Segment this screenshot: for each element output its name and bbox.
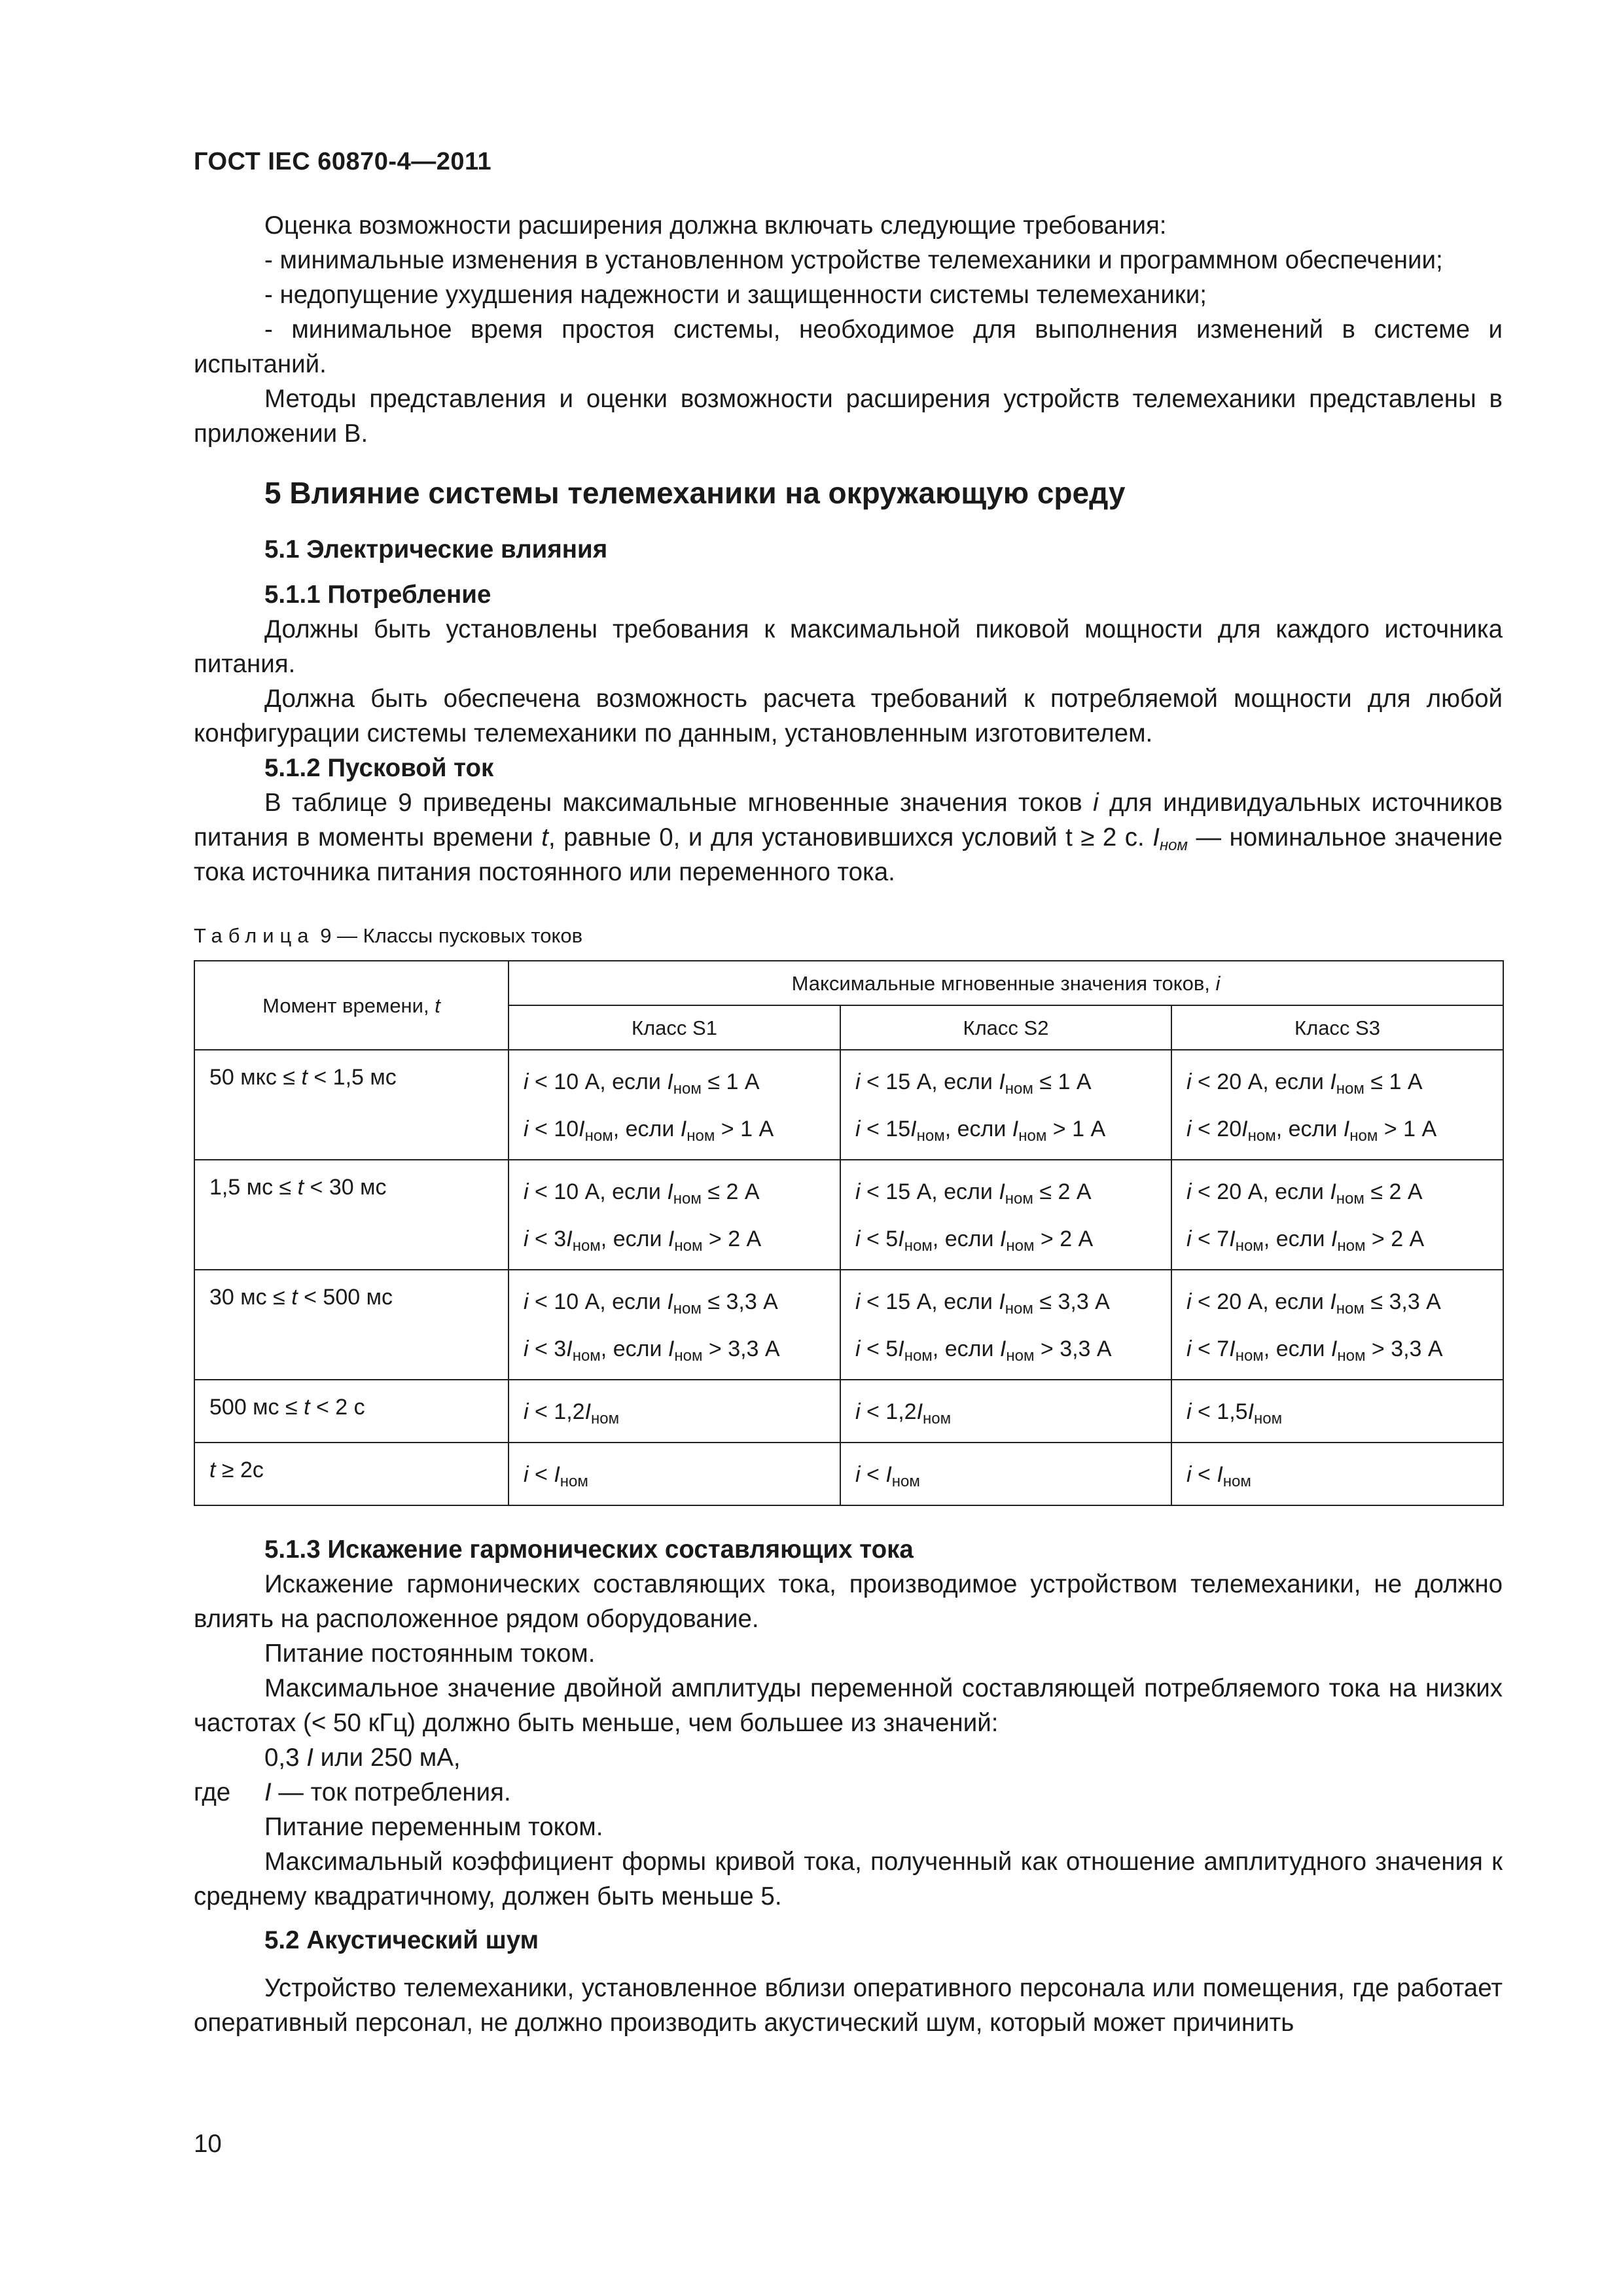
section-5-1-2-heading: 5.1.2 Пусковой ток [264, 754, 494, 782]
inrush-current-table [194, 960, 1504, 1506]
current-limit: i < 20 А, если $I_{ном} \le 1$ А [1186, 1069, 1423, 1098]
current-limit: i < 10 А, если $I_{ном} \le 2$ А [524, 1179, 760, 1208]
inrush-text-a: В таблице 9 приведены максимальные мгновенные значения токов [264, 789, 1082, 817]
table-caption-label: Таблица [194, 924, 315, 947]
current-limit: $i < 3I_{ном}$, если $I_{ном} > 3,3$ А [524, 1336, 780, 1365]
table-9-caption [194, 922, 1503, 950]
intro-methods-paragraph: Методы представления и оценки возможности расширения устройств телемеханики представлены в приложении В. [194, 385, 1503, 448]
current-limit: $i < 5I_{ном}$, если $I_{ном} > 3,3$ А [855, 1336, 1112, 1365]
harmonic-paragraph-4: Питание переменным током. [264, 1813, 603, 1841]
moment-cell: 50 мкс ≤ t < 1,5 мс [194, 1050, 508, 1160]
section-5-1-1-heading: 5.1.1 Потребление [264, 581, 491, 609]
table-row [194, 1270, 1503, 1380]
moment-cell: 1,5 мс ≤ t < 30 мс [194, 1160, 508, 1270]
current-limit: i < 10 А, если $I_{ном} \le 3,3$ А [524, 1289, 778, 1318]
table-row [194, 1160, 1503, 1270]
class-s1-cell [508, 1380, 840, 1443]
section-5-2-heading: 5.2 Акустический шум [264, 1926, 539, 1954]
current-limit: $i < 15I_{ном}$, если $I_{ном} > 1$ А [855, 1117, 1106, 1145]
current-limit: $i < I_{ном}$ [1186, 1462, 1251, 1490]
current-limit: i < 15 А, если $I_{ном} \le 3,3$ А [855, 1289, 1110, 1318]
current-limit: i < 20 А, если $I_{ном} \le 3,3$ А [1186, 1289, 1441, 1318]
current-limit: i < 10 А, если $I_{ном} \le 1$ А [524, 1069, 760, 1098]
where-definition: I — ток потребления. [264, 1778, 511, 1806]
moment-cell: 500 мс ≤ t < 2 с [194, 1380, 508, 1443]
table-row [194, 1443, 1503, 1505]
inrush-text-d: — номинальное значение тока источника питания постоянного или переменного тока. [194, 823, 1503, 886]
inrush-symbol-inom: $I_{ном}$ [1152, 823, 1188, 854]
moment-cell: t ≥ 2с [194, 1443, 508, 1505]
current-limit: $i < 20I_{ном}$, если $I_{ном} > 1$ А [1186, 1117, 1437, 1145]
harmonic-paragraph-2: Питание постоянным током. [264, 1640, 596, 1668]
consumption-paragraph-2: Должна быть обеспечена возможность расчета требований к потребляемой мощности для любой конфигурации системы телемеханики по данным, установленным изготовителем. [194, 685, 1503, 747]
harmonic-formula: 0,3 I или 250 мА, [264, 1744, 461, 1772]
current-limit: $i < I_{ном}$ [855, 1462, 920, 1490]
where-label: где [194, 1778, 231, 1806]
section-5-heading: 5 Влияние системы телемеханики на окружающую среду [264, 476, 1126, 510]
class-s3-cell [1171, 1270, 1503, 1380]
class-s2-cell [840, 1443, 1171, 1505]
table-body [194, 1050, 1503, 1505]
harmonic-paragraph-3: Максимальное значение двойной амплитуды переменной составляющей потребляемого тока на низких частотах (< 50 кГц) должно быть меньше, чем большее из значений: [194, 1674, 1503, 1737]
header-moment: Момент времени, t [194, 961, 508, 1050]
inrush-symbol-t: t [541, 823, 548, 852]
current-limit: i < 15 А, если $I_{ном} \le 2$ А [855, 1179, 1092, 1208]
current-limit: $i < I_{ном}$ [524, 1462, 588, 1490]
document-body [194, 208, 1503, 2040]
inrush-symbol-i: i [1093, 789, 1099, 817]
harmonic-paragraph-5: Максимальный коэффициент формы кривой тока, полученный как отношение амплитудного значения к среднему квадратичному, должен быть меньше 5. [194, 1848, 1503, 1910]
class-s1-cell [508, 1050, 840, 1160]
class-s2-cell [840, 1160, 1171, 1270]
inrush-condition: t ≥ 2 с. [1065, 823, 1145, 852]
class-s3-cell [1171, 1160, 1503, 1270]
current-limit: $i < 10I_{ном}$, если $I_{ном} > 1$ А [524, 1117, 774, 1145]
current-limit: $i < 1,5I_{ном}$ [1186, 1399, 1283, 1427]
intro-bullet-1: - минимальные изменения в установленном устройстве телемеханики и программном обеспечении; [264, 246, 1443, 274]
noise-paragraph: Устройство телемеханики, установленное вблизи оперативного персонала или помещения, где работает оперативный персонал, не должно производить акустический шум, который может причинить [194, 1974, 1503, 2037]
class-s2-cell [840, 1380, 1171, 1443]
page-number: 10 [194, 2130, 222, 2158]
where-clause [194, 1775, 1503, 1810]
class-s1-cell [508, 1443, 840, 1505]
moment-cell: 30 мс ≤ t < 500 мс [194, 1270, 508, 1380]
inrush-paragraph [194, 785, 1503, 889]
harmonic-paragraph-1: Искажение гармонических составляющих тока, производимое устройством телемеханики, не должно влиять на расположенное рядом оборудование. [194, 1570, 1503, 1633]
intro-bullet-3: - минимальное время простоя системы, необходимое для выполнения изменений в системе и испытаний. [194, 315, 1503, 378]
current-limit: i < 15 А, если $I_{ном} \le 1$ А [855, 1069, 1092, 1098]
inrush-text-b: для индивидуальных источников питания в моменты времени [194, 789, 1503, 852]
table-row [194, 1050, 1503, 1160]
class-s1-cell [508, 1270, 840, 1380]
document-header: ГОСТ IEC 60870-4—2011 [194, 148, 492, 175]
current-limit: $i < 3I_{ном}$, если $I_{ном} > 2$ А [524, 1227, 762, 1255]
class-s3-cell [1171, 1443, 1503, 1505]
intro-paragraph: Оценка возможности расширения должна включать следующие требования: [264, 211, 1167, 240]
header-class-s3: Класс S3 [1171, 1005, 1503, 1050]
class-s1-cell [508, 1160, 840, 1270]
current-limit: $i < 1,2I_{ном}$ [855, 1399, 952, 1427]
current-limit: $i < 7I_{ном}$, если $I_{ном} > 2$ А [1186, 1227, 1425, 1255]
current-limit: $i < 1,2I_{ном}$ [524, 1399, 620, 1427]
class-s3-cell [1171, 1050, 1503, 1160]
section-5-1-heading: 5.1 Электрические влияния [264, 535, 608, 564]
consumption-paragraph-1: Должны быть установлены требования к максимальной пиковой мощности для каждого источника питания. [194, 615, 1503, 678]
class-s3-cell [1171, 1380, 1503, 1443]
header-class-s2: Класс S2 [840, 1005, 1171, 1050]
inrush-text-c: , равные 0, и для установившихся условий [548, 823, 1058, 852]
class-s2-cell [840, 1270, 1171, 1380]
header-class-s1: Класс S1 [508, 1005, 840, 1050]
table-caption-title: 9 — Классы пусковых токов [320, 924, 583, 947]
table-row [194, 1380, 1503, 1443]
current-limit: i < 20 А, если $I_{ном} \le 2$ А [1186, 1179, 1423, 1208]
section-5-1-3-heading: 5.1.3 Искажение гармонических составляющих тока [264, 1535, 914, 1564]
current-limit: $i < 7I_{ном}$, если $I_{ном} > 3,3$ А [1186, 1336, 1443, 1365]
intro-bullet-2: - недопущение ухудшения надежности и защищенности системы телемеханики; [264, 281, 1207, 309]
header-max-values: Максимальные мгновенные значения токов, i [508, 961, 1503, 1005]
class-s2-cell [840, 1050, 1171, 1160]
current-limit: $i < 5I_{ном}$, если $I_{ном} > 2$ А [855, 1227, 1094, 1255]
